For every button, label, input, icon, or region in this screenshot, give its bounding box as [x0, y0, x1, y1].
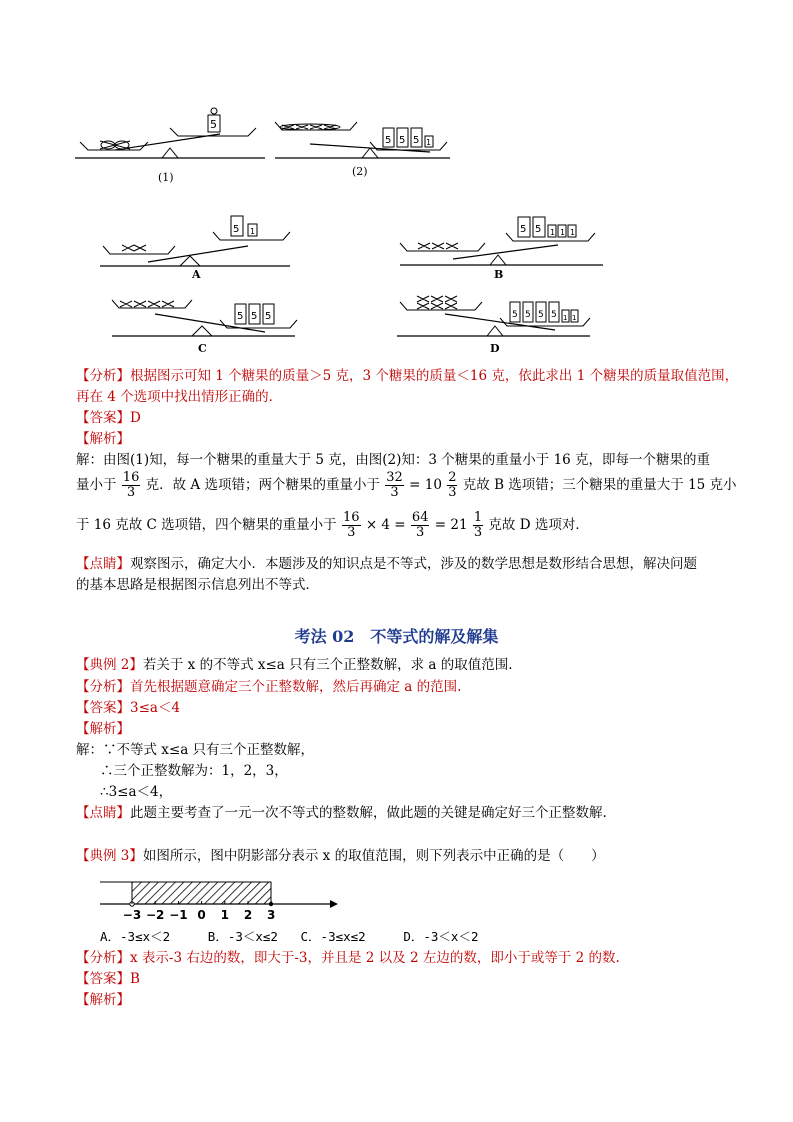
candy-icon — [280, 124, 340, 130]
svg-text:5: 5 — [233, 224, 240, 235]
fraction: $\frac{64}{3}$ — [411, 510, 429, 540]
svg-text:1: 1 — [563, 314, 568, 322]
figure-caption-d: D — [490, 342, 500, 355]
figure-caption-2: (2) — [352, 165, 368, 178]
svg-text:5: 5 — [520, 224, 527, 235]
svg-text:5: 5 — [512, 310, 518, 320]
svg-text:5: 5 — [538, 310, 544, 320]
axis-tick-label: 1 — [220, 908, 229, 922]
fraction: $\frac{16}{3}$ — [342, 510, 360, 540]
figure-caption-b: B — [494, 268, 504, 281]
fraction: $\frac{1}{3}$ — [473, 510, 483, 540]
section-title: 考法 02 不等式的解及解集 — [294, 627, 499, 646]
example-3-question: 【典例 3】如图所示，图中阴影部分表示 x 的取值范围，则下列表示中正确的是（ ） — [76, 848, 605, 864]
example-2-comment: 【点睛】此题主要考查了一元一次不等式的整数解，做此题的关键是确定好三个正整数解. — [76, 805, 607, 821]
answer-line: 【答案】D — [76, 410, 141, 426]
comment-line-2: 的基本思路是根据图示信息列出不等式． — [76, 577, 319, 593]
svg-text:1: 1 — [560, 228, 566, 237]
fraction: $\frac{32}{3}$ — [386, 470, 403, 500]
svg-text:1: 1 — [426, 138, 432, 147]
svg-text:5: 5 — [385, 135, 392, 146]
comment-line: 【点睛】观察图示，确定大小．本题涉及的知识点是不等式，涉及的数学思想是数形结合思想，解决问题 — [76, 556, 697, 572]
svg-text:1: 1 — [570, 228, 576, 237]
example-2-solution-3: ∴3≤a＜4， — [100, 784, 173, 800]
svg-text:5: 5 — [251, 311, 258, 322]
analysis-line: 【分析】根据图示可知 1 个糖果的质量＞5 克，3 个糖果的质量＜16 克，依此求出 1 个糖果的质量取值范围， — [76, 368, 739, 384]
analysis-line-2: 再在 4 个选项中找出情形正确的． — [76, 389, 283, 405]
balance-option-b — [398, 205, 608, 277]
explanation-tag: 【解析】 — [76, 431, 130, 447]
option-b[interactable]: B．-3＜x≤2 — [207, 929, 278, 944]
svg-text:5: 5 — [265, 311, 272, 322]
analysis-tag: 【分析】 — [76, 368, 130, 384]
fraction: $\frac{2}{3}$ — [448, 470, 457, 500]
axis-arrow-icon — [330, 900, 338, 908]
svg-text:5: 5 — [399, 135, 406, 146]
example-2-solution-1: 解：∵不等式 x≤a 只有三个正整数解， — [76, 742, 315, 758]
svg-text:5: 5 — [413, 135, 420, 146]
axis-tick-label: −1 — [169, 908, 188, 922]
svg-text:5: 5 — [525, 310, 531, 320]
balance-option-c — [110, 290, 300, 350]
example-2-answer: 【答案】3≤a＜4 — [76, 700, 181, 716]
example-3-analysis: 【分析】x 表示-3 右边的数，即大于-3，并且是 2 以及 2 左边的数，即小于或等于 2 的数. — [76, 950, 620, 966]
figure-caption-a: A — [192, 268, 201, 281]
svg-text:1: 1 — [250, 227, 256, 236]
solution-line-2: 量小于 $\frac{16}{3}$ 克．故 A 选项错；两个糖果的重量小于 $\frac{32}{3}$ = 10 $\frac{2}{3}$ 克故 B 选项错；三个糖果的重量大于 15 克小 — [76, 470, 737, 500]
option-a[interactable]: A．-3≤x＜2 — [100, 929, 171, 944]
example-3-answer: 【答案】B — [76, 971, 140, 987]
svg-text:5: 5 — [535, 224, 542, 235]
answer-options — [100, 927, 479, 947]
example-2-question: 【典例 2】若关于 x 的不等式 x≤a 只有三个正整数解，求 a 的取值范围. — [76, 657, 513, 673]
axis-tick-label: 0 — [197, 908, 206, 922]
svg-text:1: 1 — [572, 314, 577, 322]
balance-option-d — [395, 290, 595, 350]
svg-text:1: 1 — [550, 228, 556, 237]
option-c[interactable]: C．-3≤x≤2 — [300, 929, 366, 944]
example-2-analysis: 【分析】首先根据题意确定三个正整数解，然后再确定 a 的范围. — [76, 679, 462, 695]
solution-line-3: 于 16 克故 C 选项错，四个糖果的重量小于 $\frac{16}{3}$ × 4 = $\frac{64}{3}$ = 21 $\frac{1}{3}$ 克故 D 选项对． — [76, 510, 589, 540]
figure-caption-1: (1) — [158, 171, 174, 184]
candy-icon — [100, 141, 130, 149]
svg-text:5: 5 — [551, 310, 557, 320]
fraction: $\frac{16}{3}$ — [122, 470, 140, 500]
example-2-solution-2: ∴三个正整数解为：1，2，3， — [100, 763, 288, 779]
number-line-figure — [100, 872, 340, 922]
svg-text:5: 5 — [237, 311, 244, 322]
weight-label: 5 — [210, 118, 217, 131]
axis-tick-label: −3 — [122, 908, 142, 922]
axis-tick-label: 2 — [243, 908, 253, 922]
example-3-explanation-tag: 【解析】 — [76, 992, 130, 1008]
example-2-explanation-tag: 【解析】 — [76, 721, 130, 737]
shaded-region — [132, 882, 271, 904]
axis-tick-label: −2 — [145, 908, 165, 922]
axis-tick-label: 3 — [267, 908, 276, 922]
option-d[interactable]: D．-3＜x＜2 — [403, 929, 479, 944]
solution-line-1: 解：由图(1)知，每一个糖果的重量大于 5 克，由图(2)知：3 个糖果的重量小于 16 克，即每一个糖果的重 — [76, 452, 711, 468]
figure-caption-c: C — [198, 342, 207, 355]
